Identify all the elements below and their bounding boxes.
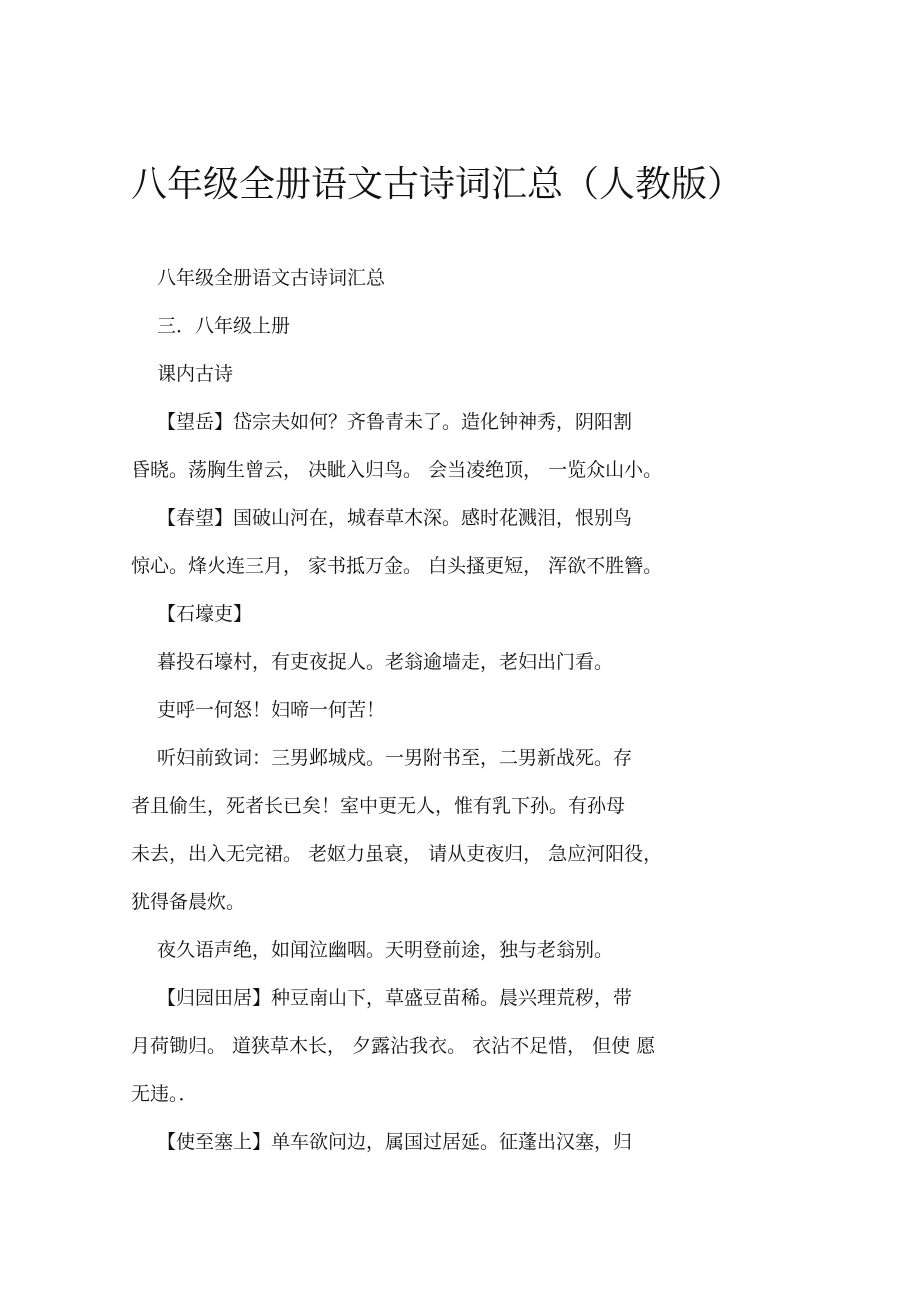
poem-line: 无违。． bbox=[131, 1083, 198, 1105]
poem-line: 【使至塞上】单车欲问边，属国过居延。征蓬出汉塞，归 bbox=[157, 1131, 633, 1153]
poem-line: 【春望】国破山河在，城春草木深。感时花溅泪，恨别鸟 bbox=[157, 507, 633, 529]
poem-line: 犹得备晨炊。 bbox=[131, 891, 246, 913]
poem-line: 暮投石壕村，有吏夜捉人。老翁逾墙走，老妇出门看。 bbox=[157, 651, 614, 673]
poem-line: 【归园田居】种豆南山下，草盛豆苗稀。晨兴理荒秽，带 bbox=[157, 987, 633, 1009]
document-title: 八年级全册语文古诗词汇总（人教版） bbox=[131, 164, 744, 205]
poem-line: 昏晓。荡胸生曾云， 决眦入归鸟。 会当凌绝顶， 一览众山小。 bbox=[131, 459, 663, 481]
poem-line: 惊心。烽火连三月， 家书抵万金。 白头搔更短， 浑欲不胜簪。 bbox=[131, 555, 663, 577]
poem-title-line: 【石壕吏】 bbox=[157, 603, 253, 625]
poem-line: 吏呼一何怒！妇啼一何苦！ bbox=[157, 699, 386, 721]
subsection-heading: 课内古诗 bbox=[157, 363, 234, 385]
poem-line: 未去，出入无完裙。 老妪力虽衰， 请从吏夜归， 急应河阳役， bbox=[131, 843, 663, 865]
poem-line: 听妇前致词：三男邺城戍。一男附书至，二男新战死。存 bbox=[157, 747, 633, 769]
subtitle-line: 八年级全册语文古诗词汇总 bbox=[157, 267, 386, 289]
poem-line: 夜久语声绝，如闻泣幽咽。天明登前途，独与老翁别。 bbox=[157, 939, 614, 961]
poem-line: 月荷锄归。 道狭草木长， 夕露沾我衣。 衣沾不足惜， 但使 愿 bbox=[131, 1035, 656, 1057]
section-heading: 三．八年级上册 bbox=[157, 315, 291, 337]
poem-line: 【望岳】岱宗夫如何？齐鲁青未了。造化钟神秀，阴阳割 bbox=[157, 411, 633, 433]
poem-line: 者且偷生，死者长已矣！室中更无人，惟有乳下孙。有孙母 bbox=[131, 795, 626, 817]
